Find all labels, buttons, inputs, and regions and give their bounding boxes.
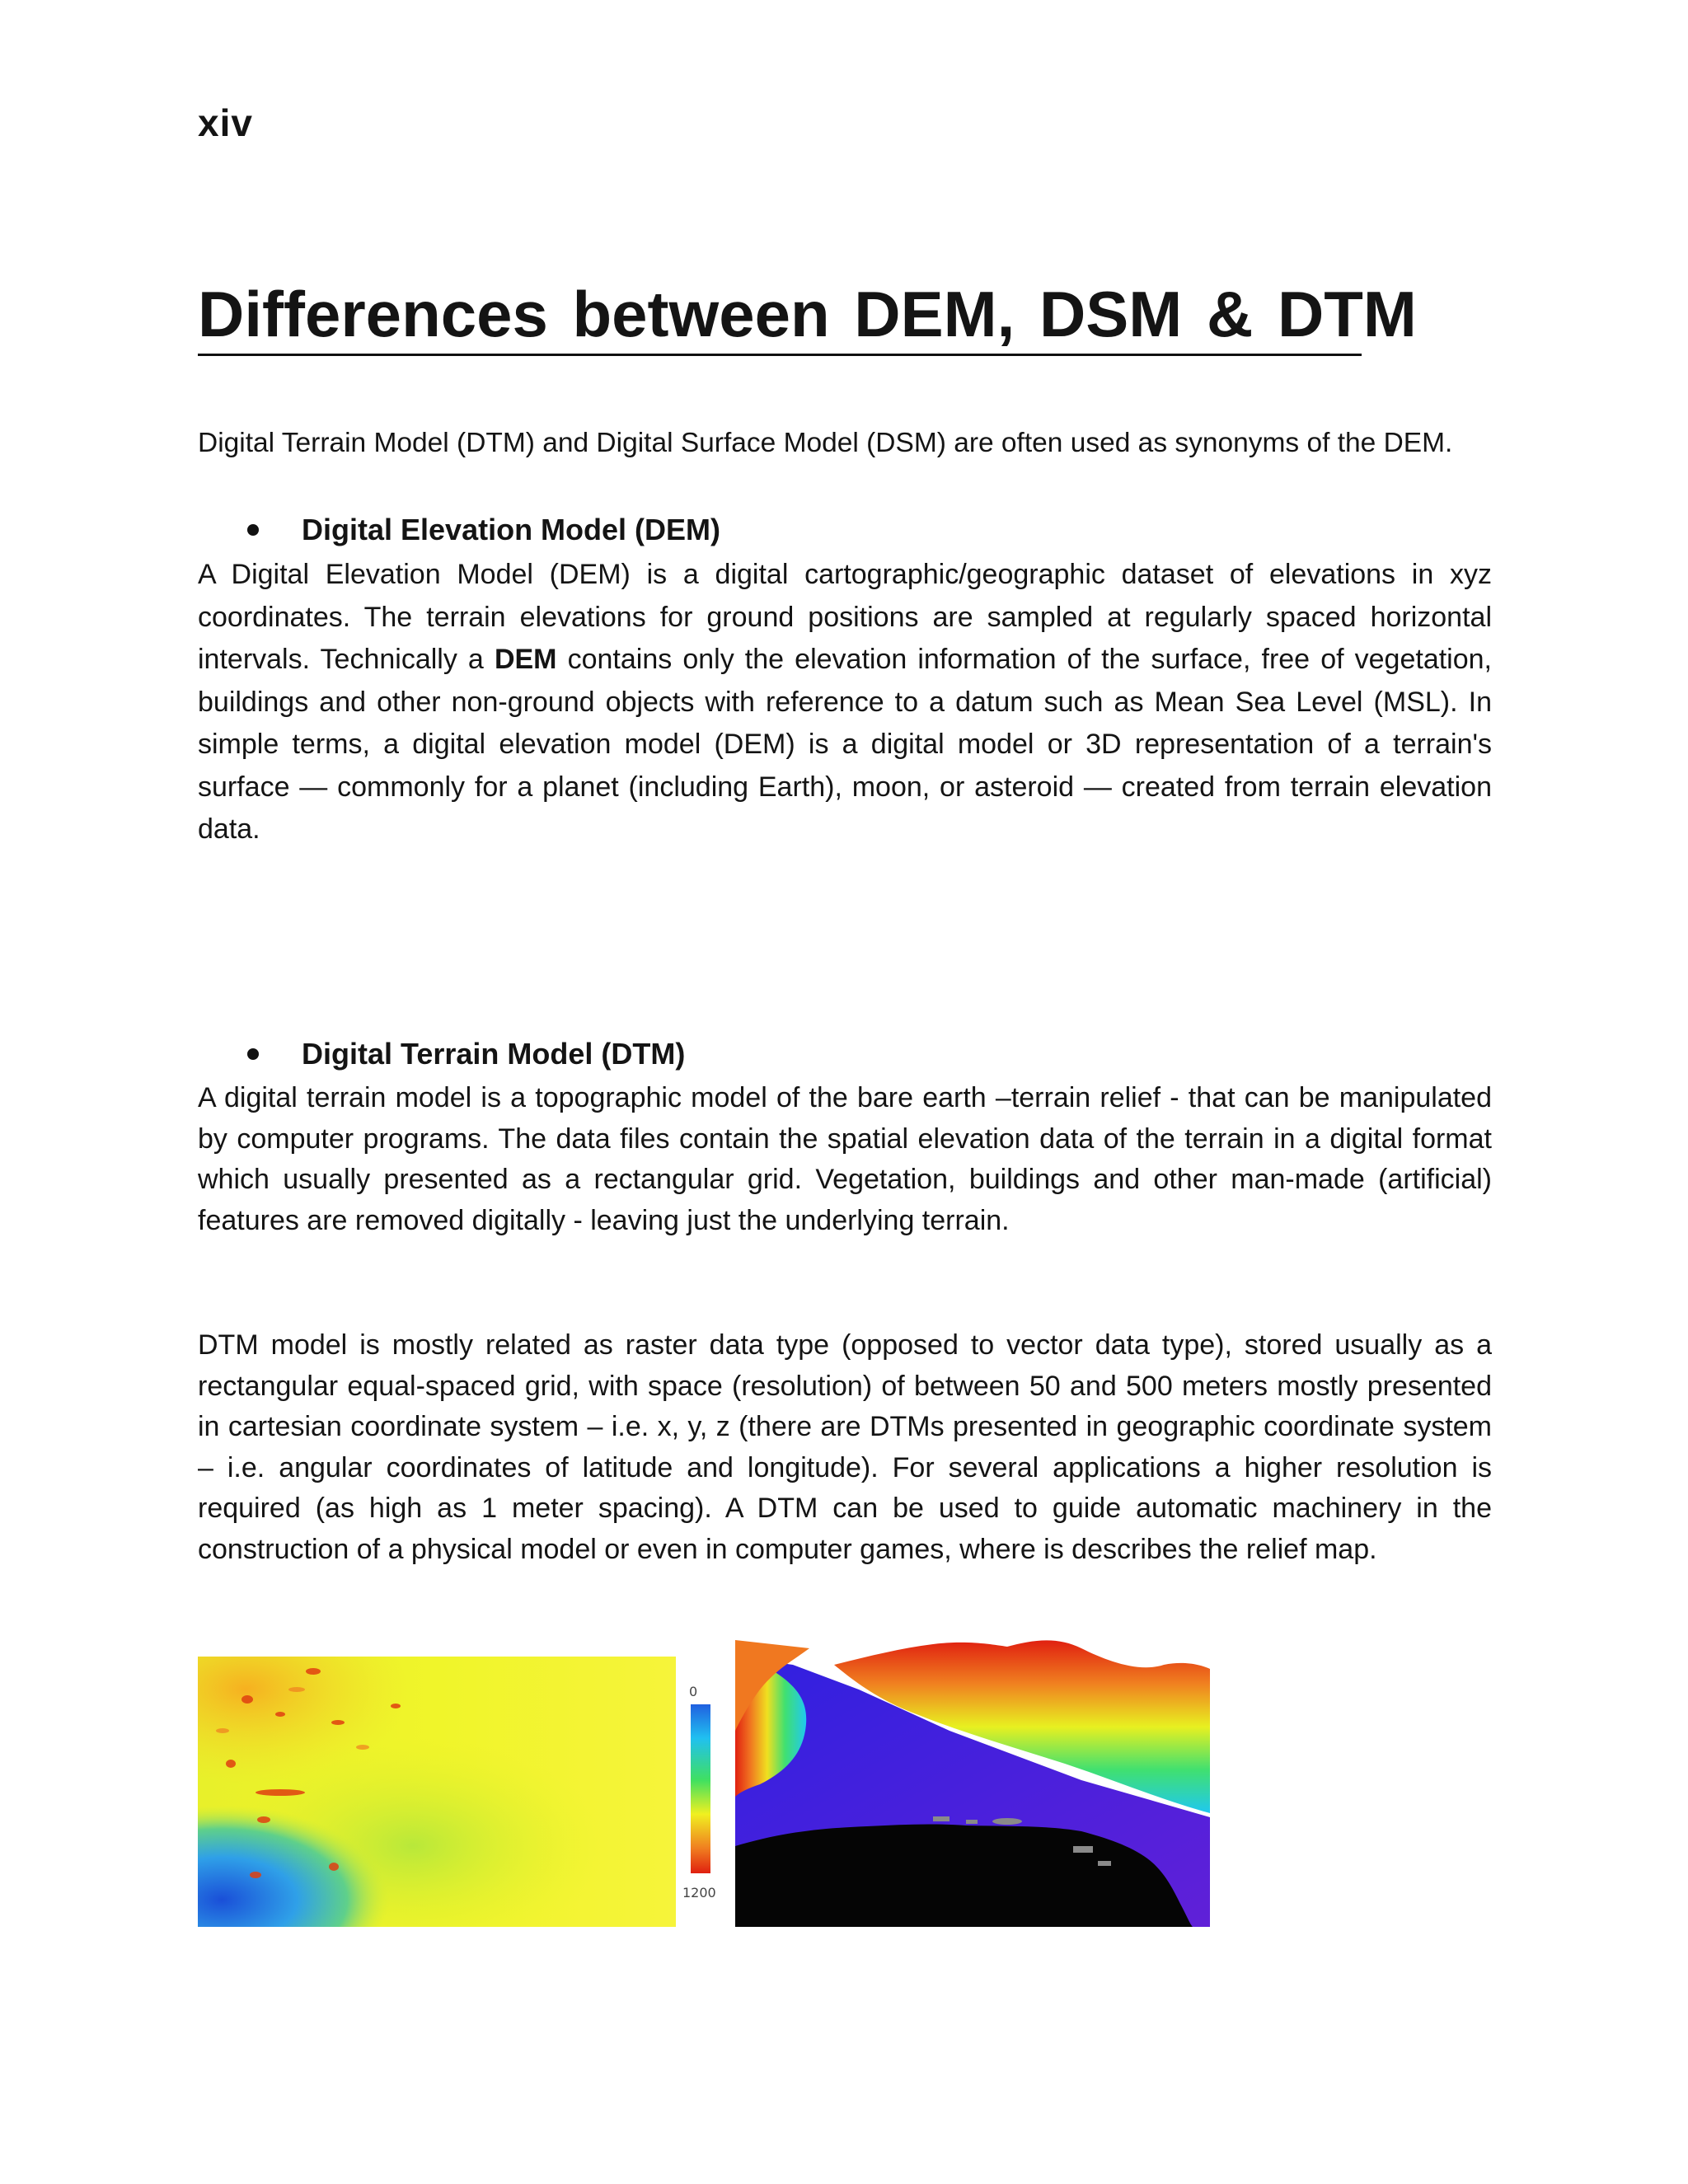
dem-section-heading <box>247 513 720 547</box>
bullet-icon <box>247 1048 259 1060</box>
dtm-paragraph-1: A digital terrain model is a topographic model of the bare earth –terrain relief - that can be manipulated by computer programs. The data files contain the spatial elevation data of the terrain in a digital format which usually presented as a rectangular grid. Vegetation, buildings and other man-made (artificial) features are removed digitally - leaving just the underlying terrain. <box>198 1082 1492 1236</box>
dem-heading-text: Digital Elevation Model (DEM) <box>302 513 721 546</box>
page-title: Differences between DEM, DSM & DTM <box>198 277 1362 356</box>
bullet-icon <box>247 524 259 536</box>
intro-paragraph: Digital Terrain Model (DTM) and Digital Surface Model (DSM) are often used as synonyms of the DEM. <box>198 428 1453 458</box>
dem-paragraph <box>198 554 1492 851</box>
page-number: xiv <box>198 101 253 144</box>
legend-min-label: 0 <box>689 1684 698 1699</box>
dtm-paragraph-2: DTM model is mostly related as raster data type (opposed to vector data type), stored usually as a rectangular equal-spaced grid, with space (resolution) of between 50 and 500 meters mostly presented in cartesian coordinate system – i.e. x, y, z (there are DTMs presented in geographic coordinate system – i.e. angular coordinates of latitude and longitude). For several applications a higher resolution is required (as high as 1 meter spacing). A DTM can be used to guide automatic machinery in the construction of a physical model or even in computer games, where is describes the relief map. <box>198 1329 1492 1565</box>
dtm-section-heading <box>247 1037 685 1071</box>
dtm-figure <box>198 1640 1220 1929</box>
elevation-map-2d-image <box>198 1657 676 1927</box>
elevation-legend <box>682 1681 724 1904</box>
terrain-3d-image <box>735 1640 1210 1927</box>
dem-text-before: A Digital Elevation Model (DEM) is a digital cartographic/geographic dataset of elevations in xyz coordinates. The terrain elevations for ground positions are sampled at regularly spaced horizontal intervals. Technically a <box>198 559 1492 675</box>
dem-text-after: contains only the elevation information of the surface, free of vegetation, buildings and other non-ground objects with reference to a datum such as Mean Sea Level (MSL). In simple terms, a digital elevation model (DEM) is a digital model or 3D representation of a terrain's surface — commonly for a planet (including Earth), moon, or asteroid — created from terrain elevation data. <box>198 644 1492 845</box>
legend-color-bar <box>691 1704 710 1873</box>
dtm-heading-text: Digital Terrain Model (DTM) <box>302 1037 686 1071</box>
dem-bold-term: DEM <box>494 644 557 675</box>
legend-max-label: 1200 <box>682 1885 716 1900</box>
